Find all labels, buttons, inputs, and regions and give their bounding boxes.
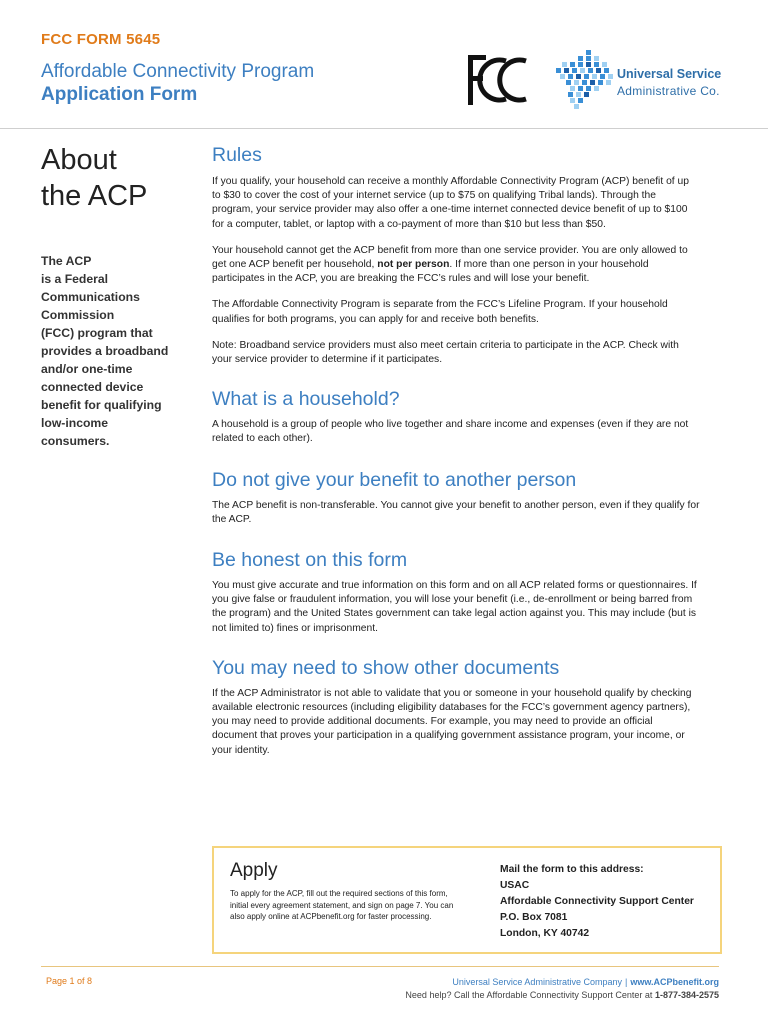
footer-help-text: Need help? Call the Affordable Connectivity Support Center at <box>405 990 653 1000</box>
text-line: The ACP benefit is non-transferable. You cannot give your benefit to another person, even if they qualify for <box>212 499 700 511</box>
acp-description-line: benefit for qualifying <box>41 398 162 412</box>
about-heading-line1: About <box>41 144 117 176</box>
header-divider <box>0 128 768 129</box>
rules-paragraph-3 <box>212 298 718 326</box>
mailing-address-line: P.O. Box 7081 <box>500 912 568 923</box>
acp-description-line: is a Federal <box>41 272 109 286</box>
text-line: get one ACP benefit per household, <box>212 259 375 271</box>
main-content <box>212 143 718 758</box>
acp-description-line: (FCC) program that <box>41 326 153 340</box>
footer-separator: | <box>624 977 628 987</box>
page-number: Page 1 of 8 <box>46 976 93 986</box>
rules-paragraph-1 <box>212 175 718 232</box>
text-line: program, your service provider may also offer a one-time internet connected device benefit of up to $100 <box>212 204 688 216</box>
text-line: To apply for the ACP, fill out the required sections of this form, <box>230 889 448 898</box>
acp-description-line: provides a broadband <box>41 344 169 358</box>
documents-heading: You may need to show other documents <box>212 656 560 679</box>
usac-name-line2: Administrative Co. <box>617 84 720 98</box>
text-line: A household is a group of people who live together and share income and expenses (even if they are not <box>212 419 689 431</box>
rules-heading: Rules <box>212 144 262 166</box>
text-line: the ACP. <box>212 513 252 525</box>
text-line: also apply online at ACPbenefit.org for faster processing. <box>230 912 432 922</box>
fcc-logo <box>466 52 528 108</box>
mailing-address-line: USAC <box>500 880 530 891</box>
text-line: available electronic resources (including eligibility databases for the FCC’s government agency partners), <box>212 702 691 714</box>
honest-paragraph <box>212 579 718 636</box>
household-paragraph <box>212 418 718 446</box>
acp-description-line: The ACP <box>41 254 92 268</box>
text-line: your service provider to determine if it participates. <box>212 354 443 366</box>
usac-logo <box>556 50 731 112</box>
mailing-address-line: Affordable Connectivity Support Center <box>500 896 694 907</box>
acp-description <box>41 252 191 450</box>
text-line: You must give accurate and true information on this form and on all ACP related forms or questionnaires. If <box>212 580 697 592</box>
text-line: The Affordable Connectivity Program is separate from the FCC’s Lifeline Program. If your household <box>212 299 668 311</box>
mailing-address-label: Mail the form to this address: <box>500 864 644 875</box>
emphasis-not-per-person: not per person <box>377 259 450 271</box>
text-line: not limited to) fines or imprisonment. <box>212 622 378 634</box>
text-line: your identity. <box>212 744 270 756</box>
apply-instructions <box>230 888 460 923</box>
footer-company-line <box>452 977 719 987</box>
rules-paragraph-4 <box>212 339 718 367</box>
acp-description-line: and/or one-time <box>41 362 133 376</box>
apply-box <box>212 846 722 954</box>
documents-paragraph <box>212 687 718 758</box>
text-line: participates in the ACP, you are breaking the FCC’s rules and will lose your benefit. <box>212 273 590 285</box>
rules-paragraph-2 <box>212 244 718 287</box>
usac-name-line1: Universal Service <box>617 67 722 81</box>
text-line: Note: Broadband service providers must also meet certain criteria to participate in the ACP. Check with <box>212 339 679 351</box>
honest-heading: Be honest on this form <box>212 549 408 572</box>
text-line: to $30 to cover the cost of your internet service (up to $75 on qualifying Tribal lands). Through the <box>212 190 656 202</box>
about-heading-line2: the ACP <box>41 180 148 212</box>
acp-description-line: Communications <box>41 290 140 304</box>
acp-description-line: connected device <box>41 380 144 394</box>
footer-company: Universal Service Administrative Company <box>452 977 622 987</box>
about-heading <box>41 142 147 214</box>
text-line: the program) and the United States government can take legal action against you. This may include (but is <box>212 608 697 620</box>
footer-website-link[interactable]: www.ACPbenefit.org <box>630 977 719 987</box>
text-line: document that proves your participation in a qualifying government assistance program, your income, or <box>212 730 685 742</box>
transfer-paragraph <box>212 499 718 527</box>
text-line: If you qualify, your household can receive a monthly Affordable Connectivity Program (ACP) benefit of up <box>212 176 689 187</box>
transfer-heading: Do not give your benefit to another person <box>212 468 577 491</box>
acp-description-line: consumers. <box>41 434 110 448</box>
household-heading: What is a household? <box>212 388 400 411</box>
text-line: qualifies for both programs, you can apply for and receive both benefits. <box>212 313 539 325</box>
text-line: you give false or fraudulent information, you will lose your benefit (i.e., de-enrollment or being barred from <box>212 594 693 606</box>
text-line: for a computer, tablet, or laptop with a co-payment of more than $10 but less than $50. <box>212 218 606 230</box>
apply-heading: Apply <box>230 860 278 881</box>
footer-phone: 1-877-384-2575 <box>654 990 719 1000</box>
text-line: related to each other). <box>212 433 313 445</box>
mailing-address <box>500 862 694 942</box>
footer-divider <box>41 966 719 967</box>
text-line: initial every agreement statement, and sign on page 7. You can <box>230 900 454 910</box>
acp-description-line: Commission <box>41 308 115 322</box>
text-line: Your household cannot get the ACP benefit from more than one service provider. You are only allowed to <box>212 244 688 256</box>
program-title: Affordable Connectivity Program <box>41 61 315 82</box>
text-line: . If more than one person in your household <box>449 259 649 271</box>
mailing-address-line: London, KY 40742 <box>500 928 590 939</box>
form-title: Application Form <box>41 84 198 105</box>
footer-help-line <box>405 990 719 1000</box>
text-line: you may need to provide additional documents. For example, you may need to provide an official <box>212 716 653 728</box>
text-line: If the ACP Administrator is not able to validate that you or someone in your household qualify by checking <box>212 687 692 699</box>
acp-description-line: low-income <box>41 416 109 430</box>
form-number: FCC FORM 5645 <box>41 31 161 48</box>
